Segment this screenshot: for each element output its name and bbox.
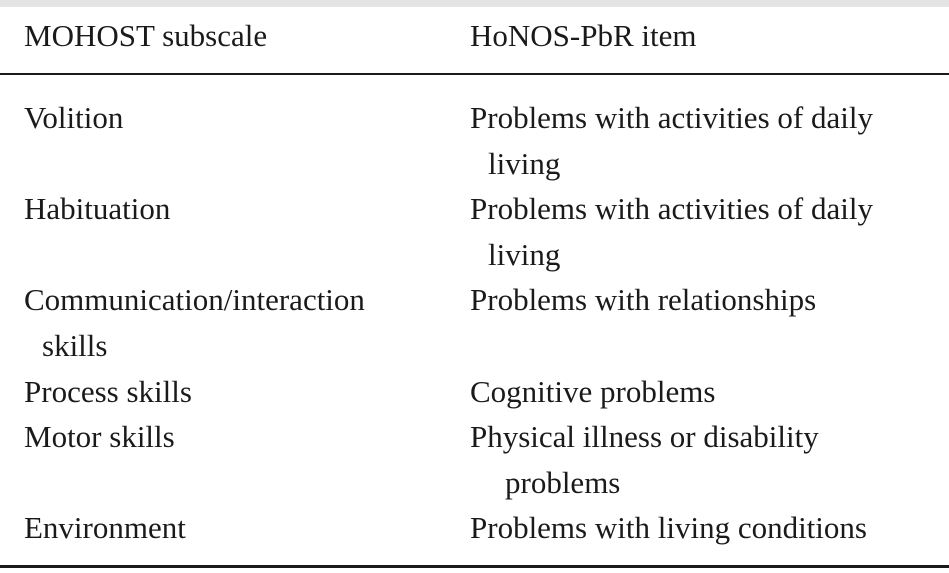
item-cell: Physical illness or disability [470, 419, 819, 454]
item-cell-continuation: problems [505, 464, 621, 500]
subscale-cell: Environment [24, 510, 186, 545]
bottom-rule [0, 565, 949, 568]
item-cell: Problems with activities of daily [470, 191, 873, 226]
item-cell: Cognitive problems [470, 374, 716, 409]
item-cell-continuation: living [488, 236, 561, 272]
top-band [0, 0, 949, 7]
header-rule [0, 73, 949, 75]
subscale-cell: Habituation [24, 191, 171, 226]
item-cell-continuation: living [488, 145, 561, 181]
table-header [0, 7, 949, 73]
subscale-cell: Motor skills [24, 419, 175, 454]
item-cell: Problems with relationships [470, 282, 817, 317]
header-mohost-subscale: MOHOST subscale [24, 18, 268, 53]
item-cell: Problems with activities of daily [470, 100, 873, 135]
subscale-cell: Volition [24, 100, 124, 135]
item-cell: Problems with living conditions [470, 510, 867, 545]
subscale-cell: Communication/interaction [24, 282, 365, 317]
subscale-cell: Process skills [24, 374, 192, 409]
subscale-cell-continuation: skills [42, 327, 108, 363]
header-honos-item: HoNOS-PbR item [470, 18, 697, 53]
